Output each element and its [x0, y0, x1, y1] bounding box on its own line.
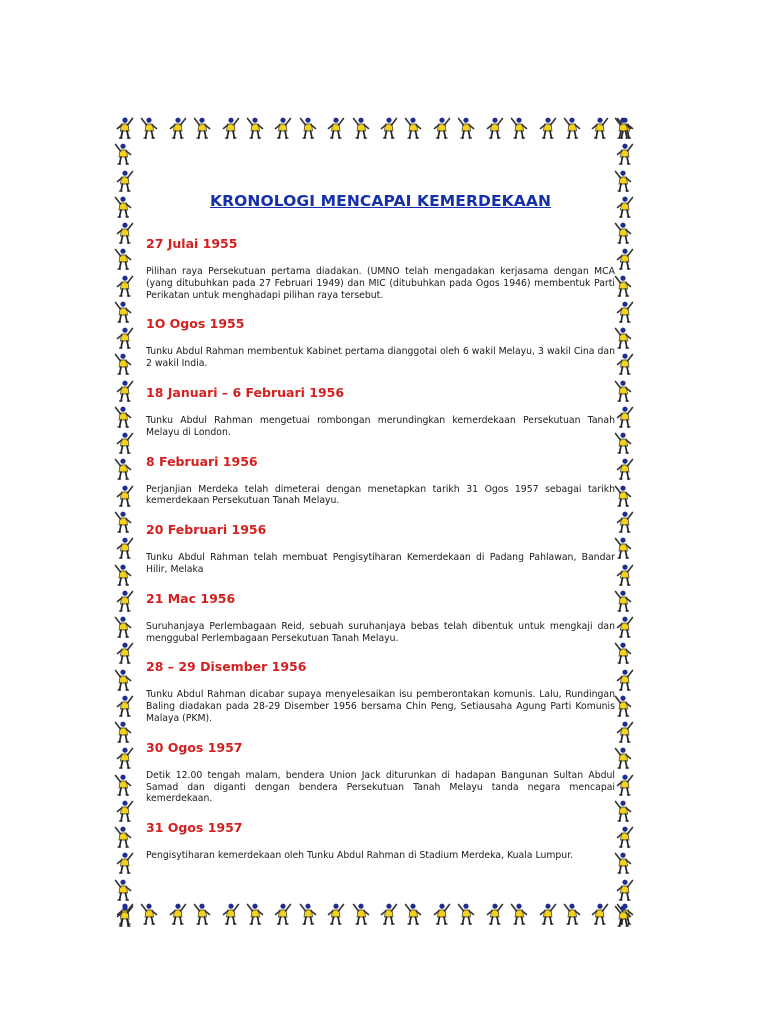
- waving-person-icon: [612, 195, 636, 219]
- waving-person-icon: [376, 116, 400, 140]
- waving-person-icon: [612, 668, 636, 692]
- entry-description: Pengisytiharan kemerdekaan oleh Tunku Abdul Rahman di Stadium Merdeka, Kuala Lumpur.: [146, 850, 574, 862]
- timeline-entry: [146, 454, 615, 508]
- waving-person-icon: [429, 902, 453, 926]
- waving-person-icon: [112, 379, 136, 403]
- waving-person-icon: [612, 221, 636, 245]
- waving-person-icon: [112, 510, 136, 534]
- waving-person-icon: [612, 379, 636, 403]
- entry-date: 18 Januari – 6 Februari 1956: [146, 384, 345, 400]
- waving-person-icon: [191, 116, 215, 140]
- waving-person-icon: [535, 116, 559, 140]
- waving-person-icon: [612, 326, 636, 350]
- border-bottom: [112, 902, 638, 928]
- waving-person-icon: [112, 536, 136, 560]
- waving-person-icon: [270, 902, 294, 926]
- waving-person-icon: [455, 902, 479, 926]
- entry-description: Perjanjian Merdeka telah dimeterai dengan menetapkan tarikh 31 Ogos 1957 sebagai tarikh kemerdekaan Persekutuan Tanah Melayu.: [146, 483, 615, 507]
- waving-person-icon: [561, 902, 585, 926]
- border-left: [112, 116, 138, 928]
- entry-date: 31 Ogos 1957: [146, 820, 243, 836]
- waving-person-icon: [612, 536, 636, 560]
- waving-person-icon: [112, 431, 136, 455]
- waving-person-icon: [612, 169, 636, 193]
- waving-person-icon: [112, 773, 136, 797]
- waving-person-icon: [535, 902, 559, 926]
- waving-person-icon: [612, 615, 636, 639]
- entry-description: Suruhanjaya Perlembagaan Reid, sebuah suruhanjaya bebas telah dibentuk untuk mengkaji dan menggubal Perlembagaan Persekutuan Tanah Melayu.: [146, 620, 615, 644]
- waving-person-icon: [138, 902, 162, 926]
- waving-person-icon: [218, 902, 242, 926]
- waving-person-icon: [270, 116, 294, 140]
- waving-person-icon: [612, 694, 636, 718]
- waving-person-icon: [612, 484, 636, 508]
- entry-description: Pilihan raya Persekutuan pertama diadakan. (UMNO telah mengadakan kerjasama dengan MCA (yang ditubuhkan pada 27 Februari 1949) dan MIC (ditubuhkan pada Ogos 1946) membentuk Parti Perikatan untuk menghadapi pilihan raya tersebut.: [146, 266, 615, 301]
- waving-person-icon: [429, 116, 453, 140]
- waving-person-icon: [112, 589, 136, 613]
- waving-person-icon: [112, 851, 136, 875]
- waving-person-icon: [561, 116, 585, 140]
- waving-person-icon: [165, 902, 189, 926]
- entry-date: 28 – 29 Disember 1956: [146, 659, 307, 675]
- timeline-entry: [146, 236, 615, 301]
- waving-person-icon: [508, 902, 532, 926]
- entry-description: Tunku Abdul Rahman membentuk Kabinet pertama dianggotai oleh 6 wakil Melayu, 3 wakil Cina dan 2 wakil India.: [146, 346, 615, 370]
- waving-person-icon: [612, 510, 636, 534]
- waving-person-icon: [350, 902, 374, 926]
- timeline-entry: [146, 820, 615, 862]
- waving-person-icon: [612, 457, 636, 481]
- waving-person-icon: [612, 405, 636, 429]
- waving-person-icon: [587, 116, 611, 140]
- waving-person-icon: [112, 720, 136, 744]
- waving-person-icon: [612, 563, 636, 587]
- waving-person-icon: [112, 615, 136, 639]
- document-title: KRONOLOGI MENCAPAI KEMERDEKAAN: [209, 192, 552, 210]
- waving-person-icon: [376, 902, 400, 926]
- entry-description: Tunku Abdul Rahman dicabar supaya menyelesaikan isu pemberontakan komunis. Lalu, Rundingan Baling diadakan pada 28-29 Disember 1956 bersama Chin Peng, Setiausaha Agung Parti Komunis Malaya (PKM).: [146, 689, 615, 724]
- waving-person-icon: [112, 352, 136, 376]
- waving-person-icon: [587, 902, 611, 926]
- waving-person-icon: [612, 904, 636, 928]
- entry-description: Tunku Abdul Rahman mengetuai rombongan merundingkan kemerdekaan Persekutuan Tanah Melayu di London.: [146, 414, 615, 438]
- waving-person-icon: [112, 694, 136, 718]
- waving-person-icon: [297, 116, 321, 140]
- waving-person-icon: [112, 116, 136, 140]
- waving-person-icon: [112, 825, 136, 849]
- waving-person-icon: [218, 116, 242, 140]
- waving-person-icon: [297, 902, 321, 926]
- entry-description: Tunku Abdul Rahman telah membuat Pengisytiharan Kemerdekaan di Padang Pahlawan, Bandar Hilir, Melaka: [146, 552, 615, 575]
- waving-person-icon: [612, 878, 636, 902]
- border-right: [612, 116, 638, 928]
- waving-person-icon: [612, 274, 636, 298]
- timeline-entry: [146, 659, 615, 724]
- document-body: [146, 192, 615, 877]
- waving-person-icon: [612, 352, 636, 376]
- waving-person-icon: [612, 589, 636, 613]
- waving-person-icon: [402, 902, 426, 926]
- entry-date: 1O Ogos 1955: [146, 316, 245, 332]
- entry-date: 21 Mac 1956: [146, 590, 236, 606]
- waving-person-icon: [612, 247, 636, 271]
- waving-person-icon: [455, 116, 479, 140]
- waving-person-icon: [612, 142, 636, 166]
- waving-person-icon: [350, 116, 374, 140]
- entry-date: 20 Februari 1956: [146, 522, 267, 538]
- timeline-entry: [146, 316, 615, 370]
- waving-person-icon: [138, 116, 162, 140]
- waving-person-icon: [112, 641, 136, 665]
- waving-person-icon: [244, 116, 268, 140]
- entry-date: 27 Julai 1955: [146, 236, 238, 251]
- waving-person-icon: [482, 902, 506, 926]
- waving-person-icon: [612, 799, 636, 823]
- waving-person-icon: [112, 300, 136, 324]
- waving-person-icon: [191, 902, 215, 926]
- waving-person-icon: [402, 116, 426, 140]
- waving-person-icon: [612, 300, 636, 324]
- timeline-entries: [146, 236, 615, 862]
- waving-person-icon: [112, 878, 136, 902]
- waving-person-icon: [112, 142, 136, 166]
- entry-description: Detik 12.00 tengah malam, bendera Union Jack diturunkan di hadapan Bangunan Sultan Abdul Samad dan diganti dengan bendera Persekutuan Tanah Melayu tanda negara mencapai kemerdekaan.: [146, 769, 615, 805]
- entry-date: 8 Februari 1956: [146, 453, 258, 469]
- waving-person-icon: [112, 668, 136, 692]
- timeline-entry: [146, 591, 615, 645]
- waving-person-icon: [112, 563, 136, 587]
- waving-person-icon: [112, 904, 136, 928]
- waving-person-icon: [482, 116, 506, 140]
- waving-person-icon: [112, 405, 136, 429]
- waving-person-icon: [112, 247, 136, 271]
- waving-person-icon: [112, 326, 136, 350]
- waving-person-icon: [612, 746, 636, 770]
- waving-person-icon: [612, 825, 636, 849]
- waving-person-icon: [612, 431, 636, 455]
- waving-person-icon: [165, 116, 189, 140]
- timeline-entry: [146, 522, 615, 576]
- waving-person-icon: [112, 799, 136, 823]
- waving-person-icon: [112, 457, 136, 481]
- waving-person-icon: [612, 116, 636, 140]
- waving-person-icon: [112, 169, 136, 193]
- waving-person-icon: [112, 195, 136, 219]
- waving-person-icon: [612, 641, 636, 665]
- timeline-entry: [146, 740, 615, 805]
- waving-person-icon: [612, 720, 636, 744]
- waving-person-icon: [112, 746, 136, 770]
- waving-person-icon: [112, 274, 136, 298]
- waving-person-icon: [508, 116, 532, 140]
- waving-person-icon: [323, 116, 347, 140]
- waving-person-icon: [612, 773, 636, 797]
- waving-person-icon: [244, 902, 268, 926]
- border-top: [112, 116, 638, 142]
- waving-person-icon: [323, 902, 347, 926]
- waving-person-icon: [112, 484, 136, 508]
- entry-date: 30 Ogos 1957: [146, 739, 243, 755]
- timeline-entry: [146, 385, 615, 439]
- waving-person-icon: [612, 851, 636, 875]
- waving-person-icon: [112, 221, 136, 245]
